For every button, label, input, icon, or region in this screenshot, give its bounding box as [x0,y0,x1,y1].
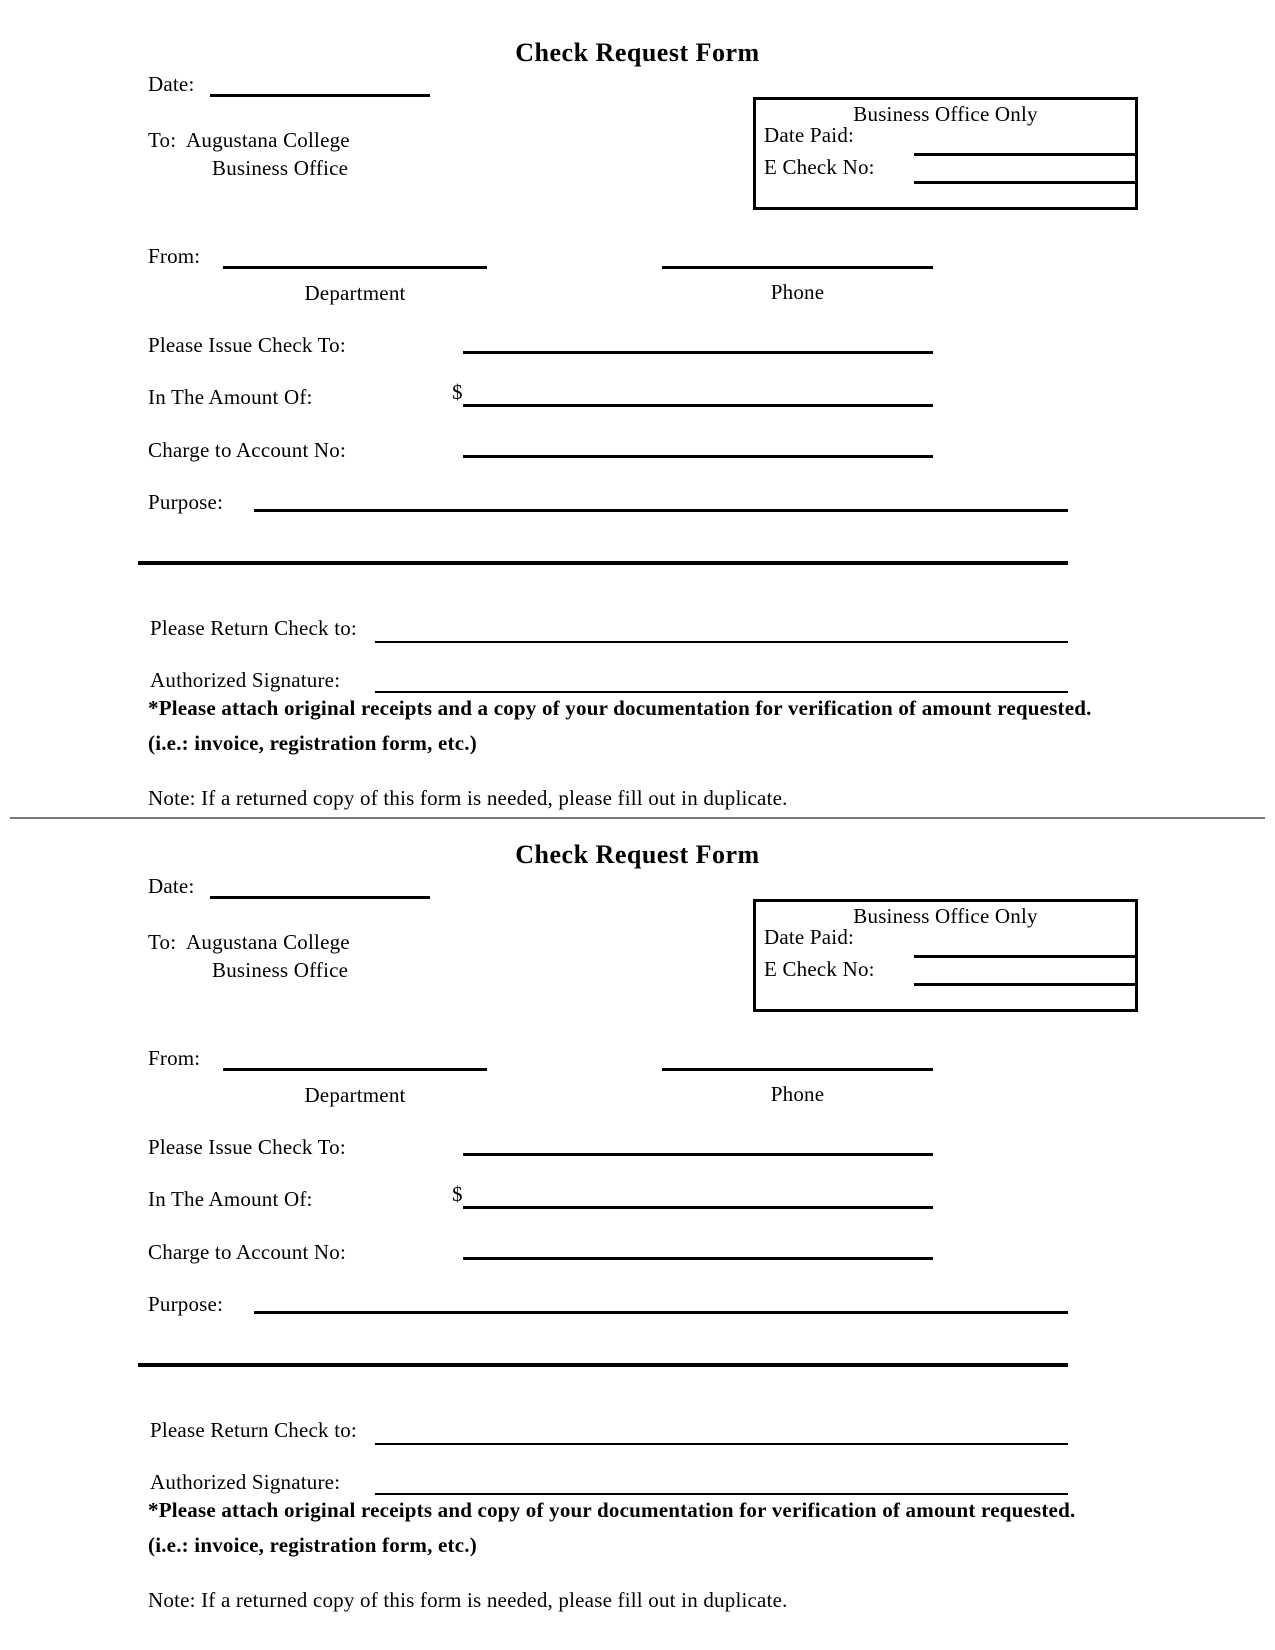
to-label: To: Augustana College [148,930,350,954]
charge-account-field-line[interactable] [463,455,933,458]
authorized-signature-field-line[interactable] [375,1493,1068,1495]
echeck-no-field-line[interactable] [914,181,1135,184]
phone-field-line[interactable] [662,266,933,269]
purpose-field-line-2[interactable] [138,1363,1068,1367]
purpose-field-line[interactable] [254,509,1068,512]
purpose-field-line-2[interactable] [138,561,1068,565]
business-office-heading: Business Office Only [853,102,1038,126]
date-label: Date: [148,72,195,96]
issue-check-to-field-line[interactable] [463,1153,933,1156]
to-label-line2: Business Office [212,156,349,180]
amount-field-line[interactable] [463,1206,933,1209]
check-request-form-1 [0,0,1275,810]
date-paid-label: Date Paid: [764,123,855,147]
charge-account-field-line[interactable] [463,1257,933,1260]
amount-field-line[interactable] [463,404,933,407]
amount-label: In The Amount Of: [148,1187,313,1211]
echeck-no-label: E Check No: [764,155,875,179]
return-check-field-line[interactable] [375,1443,1068,1445]
dollar-sign: $ [452,380,463,404]
business-office-heading: Business Office Only [853,904,1038,928]
date-paid-label: Date Paid: [764,925,855,949]
purpose-label: Purpose: [148,490,224,514]
purpose-label: Purpose: [148,1292,224,1316]
authorized-signature-field-line[interactable] [375,691,1068,693]
to-label-line2: Business Office [212,958,349,982]
authorized-signature-label: Authorized Signature: [150,668,341,692]
department-field-line[interactable] [223,1068,487,1071]
echeck-no-field-line[interactable] [914,983,1135,986]
attach-receipts-note-examples: (i.e.: invoice, registration form, etc.) [148,731,477,755]
date-label: Date: [148,874,195,898]
duplicate-note: Note: If a returned copy of this form is needed, please fill out in duplicate. [148,786,788,810]
issue-check-to-label: Please Issue Check To: [148,333,346,357]
date-field-line[interactable] [210,94,430,97]
issue-check-to-field-line[interactable] [463,351,933,354]
from-label: From: [148,1046,201,1070]
form-title: Check Request Form [515,840,760,869]
department-label: Department [304,281,406,305]
phone-field-line[interactable] [662,1068,933,1071]
issue-check-to-label: Please Issue Check To: [148,1135,346,1159]
date-field-line[interactable] [210,896,430,899]
from-label: From: [148,244,201,268]
return-check-label: Please Return Check to: [150,616,357,640]
charge-account-label: Charge to Account No: [148,438,347,462]
authorized-signature-label: Authorized Signature: [150,1470,341,1494]
dollar-sign: $ [452,1182,463,1206]
attach-receipts-note-examples: (i.e.: invoice, registration form, etc.) [148,1533,477,1557]
to-label: To: Augustana College [148,128,350,152]
department-field-line[interactable] [223,266,487,269]
phone-label: Phone [770,280,825,304]
phone-label: Phone [770,1082,825,1106]
purpose-field-line[interactable] [254,1311,1068,1314]
department-label: Department [304,1083,406,1107]
duplicate-note: Note: If a returned copy of this form is needed, please fill out in duplicate. [148,1588,788,1612]
business-office-box [753,97,1138,210]
date-paid-field-line[interactable] [914,153,1135,156]
business-office-box [753,899,1138,1012]
attach-receipts-note: *Please attach original receipts and copy of your documentation for verification of amount requested. [148,1498,1076,1522]
form-title: Check Request Form [515,38,760,67]
check-request-form-2 [0,802,1275,1612]
attach-receipts-note: *Please attach original receipts and a copy of your documentation for verification of amount requested. [148,696,1092,720]
echeck-no-label: E Check No: [764,957,875,981]
return-check-label: Please Return Check to: [150,1418,357,1442]
return-check-field-line[interactable] [375,641,1068,643]
charge-account-label: Charge to Account No: [148,1240,347,1264]
amount-label: In The Amount Of: [148,385,313,409]
date-paid-field-line[interactable] [914,955,1135,958]
